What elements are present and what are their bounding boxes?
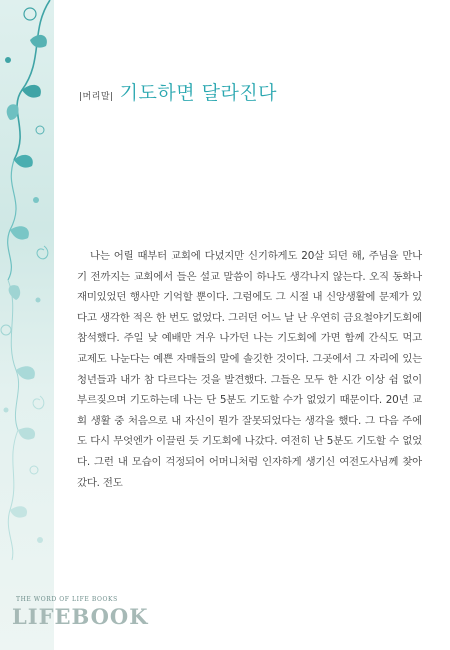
decorative-side-band: [0, 0, 54, 650]
page-title: 기도하면 달라진다: [119, 82, 278, 104]
logo-small-text: THE WORD OF LIFE BOOKS: [16, 596, 118, 603]
header-tag: |머리말|: [79, 92, 114, 102]
body-paragraph: 나는 어릴 때부터 교회에 다녔지만 신기하게도 20살 되던 해, 주님을 만나기 전까지는 교회에서 들은 설교 말씀이 하나도 생각나지 않는다. 오직 동화나 재미있었던 행사만 기억할 뿐이다. 그럼에도 그 시절 내 신앙생활에 문제가 있다고 생각한 적은 한 번도 없었다. 그러던 어느 날 난 우연히 금요철야기도회에 참석했다. 주일 낮 예배만 겨우 나가던 나는 기도회에 가면 함께 간식도 먹고 교제도 나눈다는 예쁜 자매들의 말에 솔깃한 것이다. 그곳에서 그 자리에 있는 청년들과 내가 참 다르다는 것을 발견했다. 그들은 모두 한 시간 이상 쉼 없이 부르짖으며 기도하는데 나는 단 5분도 기도할 수가 없었기 때문이다. 20년 교회 생활 중 처음으로 내 자신이 뭔가 잘못되었다는 생각을 했다. 그 다음 주에도 다시 무엇엔가 이끌린 듯 기도회에 나갔다. 여전히 난 5분도 기도할 수 없었다. 그런 내 모습이 걱정되어 어머니처럼 인자하게 생기신 여전도사님께 찾아갔다. 전도: [77, 250, 422, 489]
logo-main-text: LIFEBOOK: [12, 604, 149, 629]
publisher-logo: [12, 596, 148, 629]
body-text: [77, 246, 422, 493]
chapter-header: [79, 78, 277, 105]
floral-ornament-icon: [0, 0, 54, 650]
